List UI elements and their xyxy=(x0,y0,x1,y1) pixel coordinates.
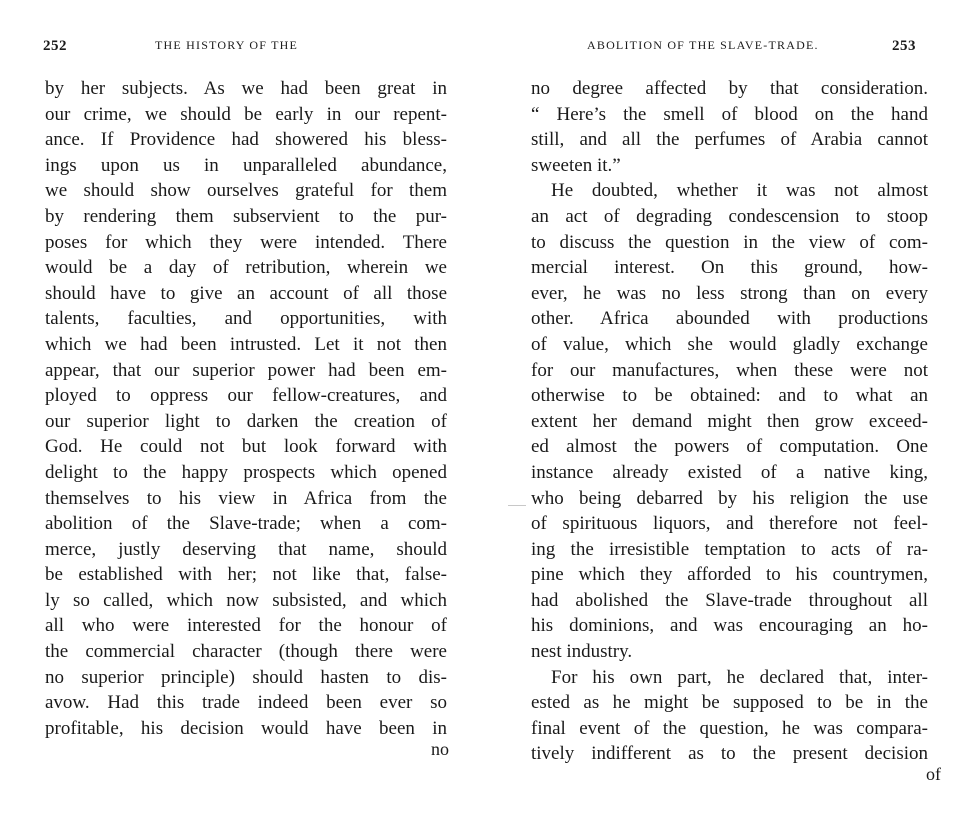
text-line: abolition of the Slave-trade; when a com- xyxy=(45,513,447,535)
text-line: by rendering them subservient to the pur- xyxy=(45,205,447,227)
body-text xyxy=(531,76,928,767)
text-line: ly so called, which now subsisted, and which xyxy=(45,589,447,611)
text-line: final event of the question, he was compara- xyxy=(531,717,928,739)
text-line: his dominions, and was encouraging an ho- xyxy=(531,615,928,637)
text-line: ed almost the powers of computation. One xyxy=(531,436,928,458)
running-head: ABOLITION OF THE SLAVE-TRADE. xyxy=(587,38,819,52)
text-line: God. He could not but look forward with xyxy=(45,436,447,458)
text-line: our superior light to darken the creation of xyxy=(45,410,447,432)
catchword: of xyxy=(926,764,941,784)
text-line: be established with her; not like that, false- xyxy=(45,564,447,586)
page-number: 253 xyxy=(892,38,916,54)
body-text xyxy=(45,76,447,741)
text-line: profitable, his decision would have been in xyxy=(45,717,447,739)
text-line: nest industry. xyxy=(531,641,633,663)
text-line: otherwise to be obtained: and to what an xyxy=(531,385,928,407)
text-line: no superior principle) should hasten to dis- xyxy=(45,666,447,688)
text-line: mercial interest. On this ground, how- xyxy=(531,257,928,279)
text-line: by her subjects. As we had been great in xyxy=(45,78,447,99)
text-line: for our manufactures, when these were not xyxy=(531,359,928,381)
text-line: poses for which they were intended. There xyxy=(45,231,447,253)
text-line: our crime, we should be early in our repent- xyxy=(45,103,447,125)
text-line: no degree affected by that consideration. xyxy=(531,78,928,99)
text-line: themselves to his view in Africa from the xyxy=(45,487,447,509)
text-line: ployed to oppress our fellow-creatures, and xyxy=(45,385,447,407)
text-line: talents, faculties, and opportunities, with xyxy=(45,308,447,330)
text-line: ing the irresistible temptation to acts of ra- xyxy=(531,538,928,560)
running-head: THE HISTORY OF THE xyxy=(155,38,299,52)
text-line: tively indifferent as to the present decision xyxy=(531,743,928,765)
text-line: sweeten it.” xyxy=(531,154,621,176)
text-line: For his own part, he declared that, inter- xyxy=(551,666,928,688)
text-line: would be a day of retribution, wherein we xyxy=(45,257,447,279)
text-line: merce, justly deserving that name, should xyxy=(45,538,447,560)
text-line: appear, that our superior power had been em- xyxy=(45,359,447,381)
text-line: all who were interested for the honour of xyxy=(45,615,447,637)
text-line: ested as he might be supposed to be in the xyxy=(531,692,928,714)
text-line: delight to the happy prospects which opened xyxy=(45,461,447,483)
gutter-mark xyxy=(508,505,526,506)
text-line: He doubted, whether it was not almost xyxy=(551,180,928,202)
text-line: ings upon us in unparalleled abundance, xyxy=(45,154,447,176)
text-line: ance. If Providence had showered his bless- xyxy=(45,129,447,151)
text-line: avow. Had this trade indeed been ever so xyxy=(45,692,447,714)
text-line: had abolished the Slave-trade throughout all xyxy=(531,589,928,611)
text-line: other. Africa abounded with productions xyxy=(531,308,928,330)
text-line: an act of degrading condescension to stoop xyxy=(531,205,928,227)
text-line: instance already existed of a native king, xyxy=(531,461,928,483)
text-line: should have to give an account of all those xyxy=(45,282,447,304)
text-line: pine which they afforded to his countrymen, xyxy=(531,564,928,586)
text-line: who being debarred by his religion the use xyxy=(531,487,928,509)
text-line: of spirituous liquors, and therefore not feel- xyxy=(531,513,928,535)
text-line: of value, which she would gladly exchange xyxy=(531,333,928,355)
text-line: to discuss the question in the view of com- xyxy=(531,231,928,253)
text-line: the commercial character (though there were xyxy=(45,641,447,663)
text-line: we should show ourselves grateful for them xyxy=(45,180,447,202)
text-line: still, and all the perfumes of Arabia cannot xyxy=(531,129,928,151)
right-page xyxy=(490,0,980,824)
text-line: extent her demand might then grow exceed- xyxy=(531,410,928,432)
page-number: 252 xyxy=(43,38,67,54)
text-line: ever, he was no less strong than on every xyxy=(531,282,928,304)
text-line: which we had been intrusted. Let it not then xyxy=(45,333,447,355)
catchword: no xyxy=(431,739,449,759)
text-line: “ Here’s the smell of blood on the hand xyxy=(531,103,928,125)
